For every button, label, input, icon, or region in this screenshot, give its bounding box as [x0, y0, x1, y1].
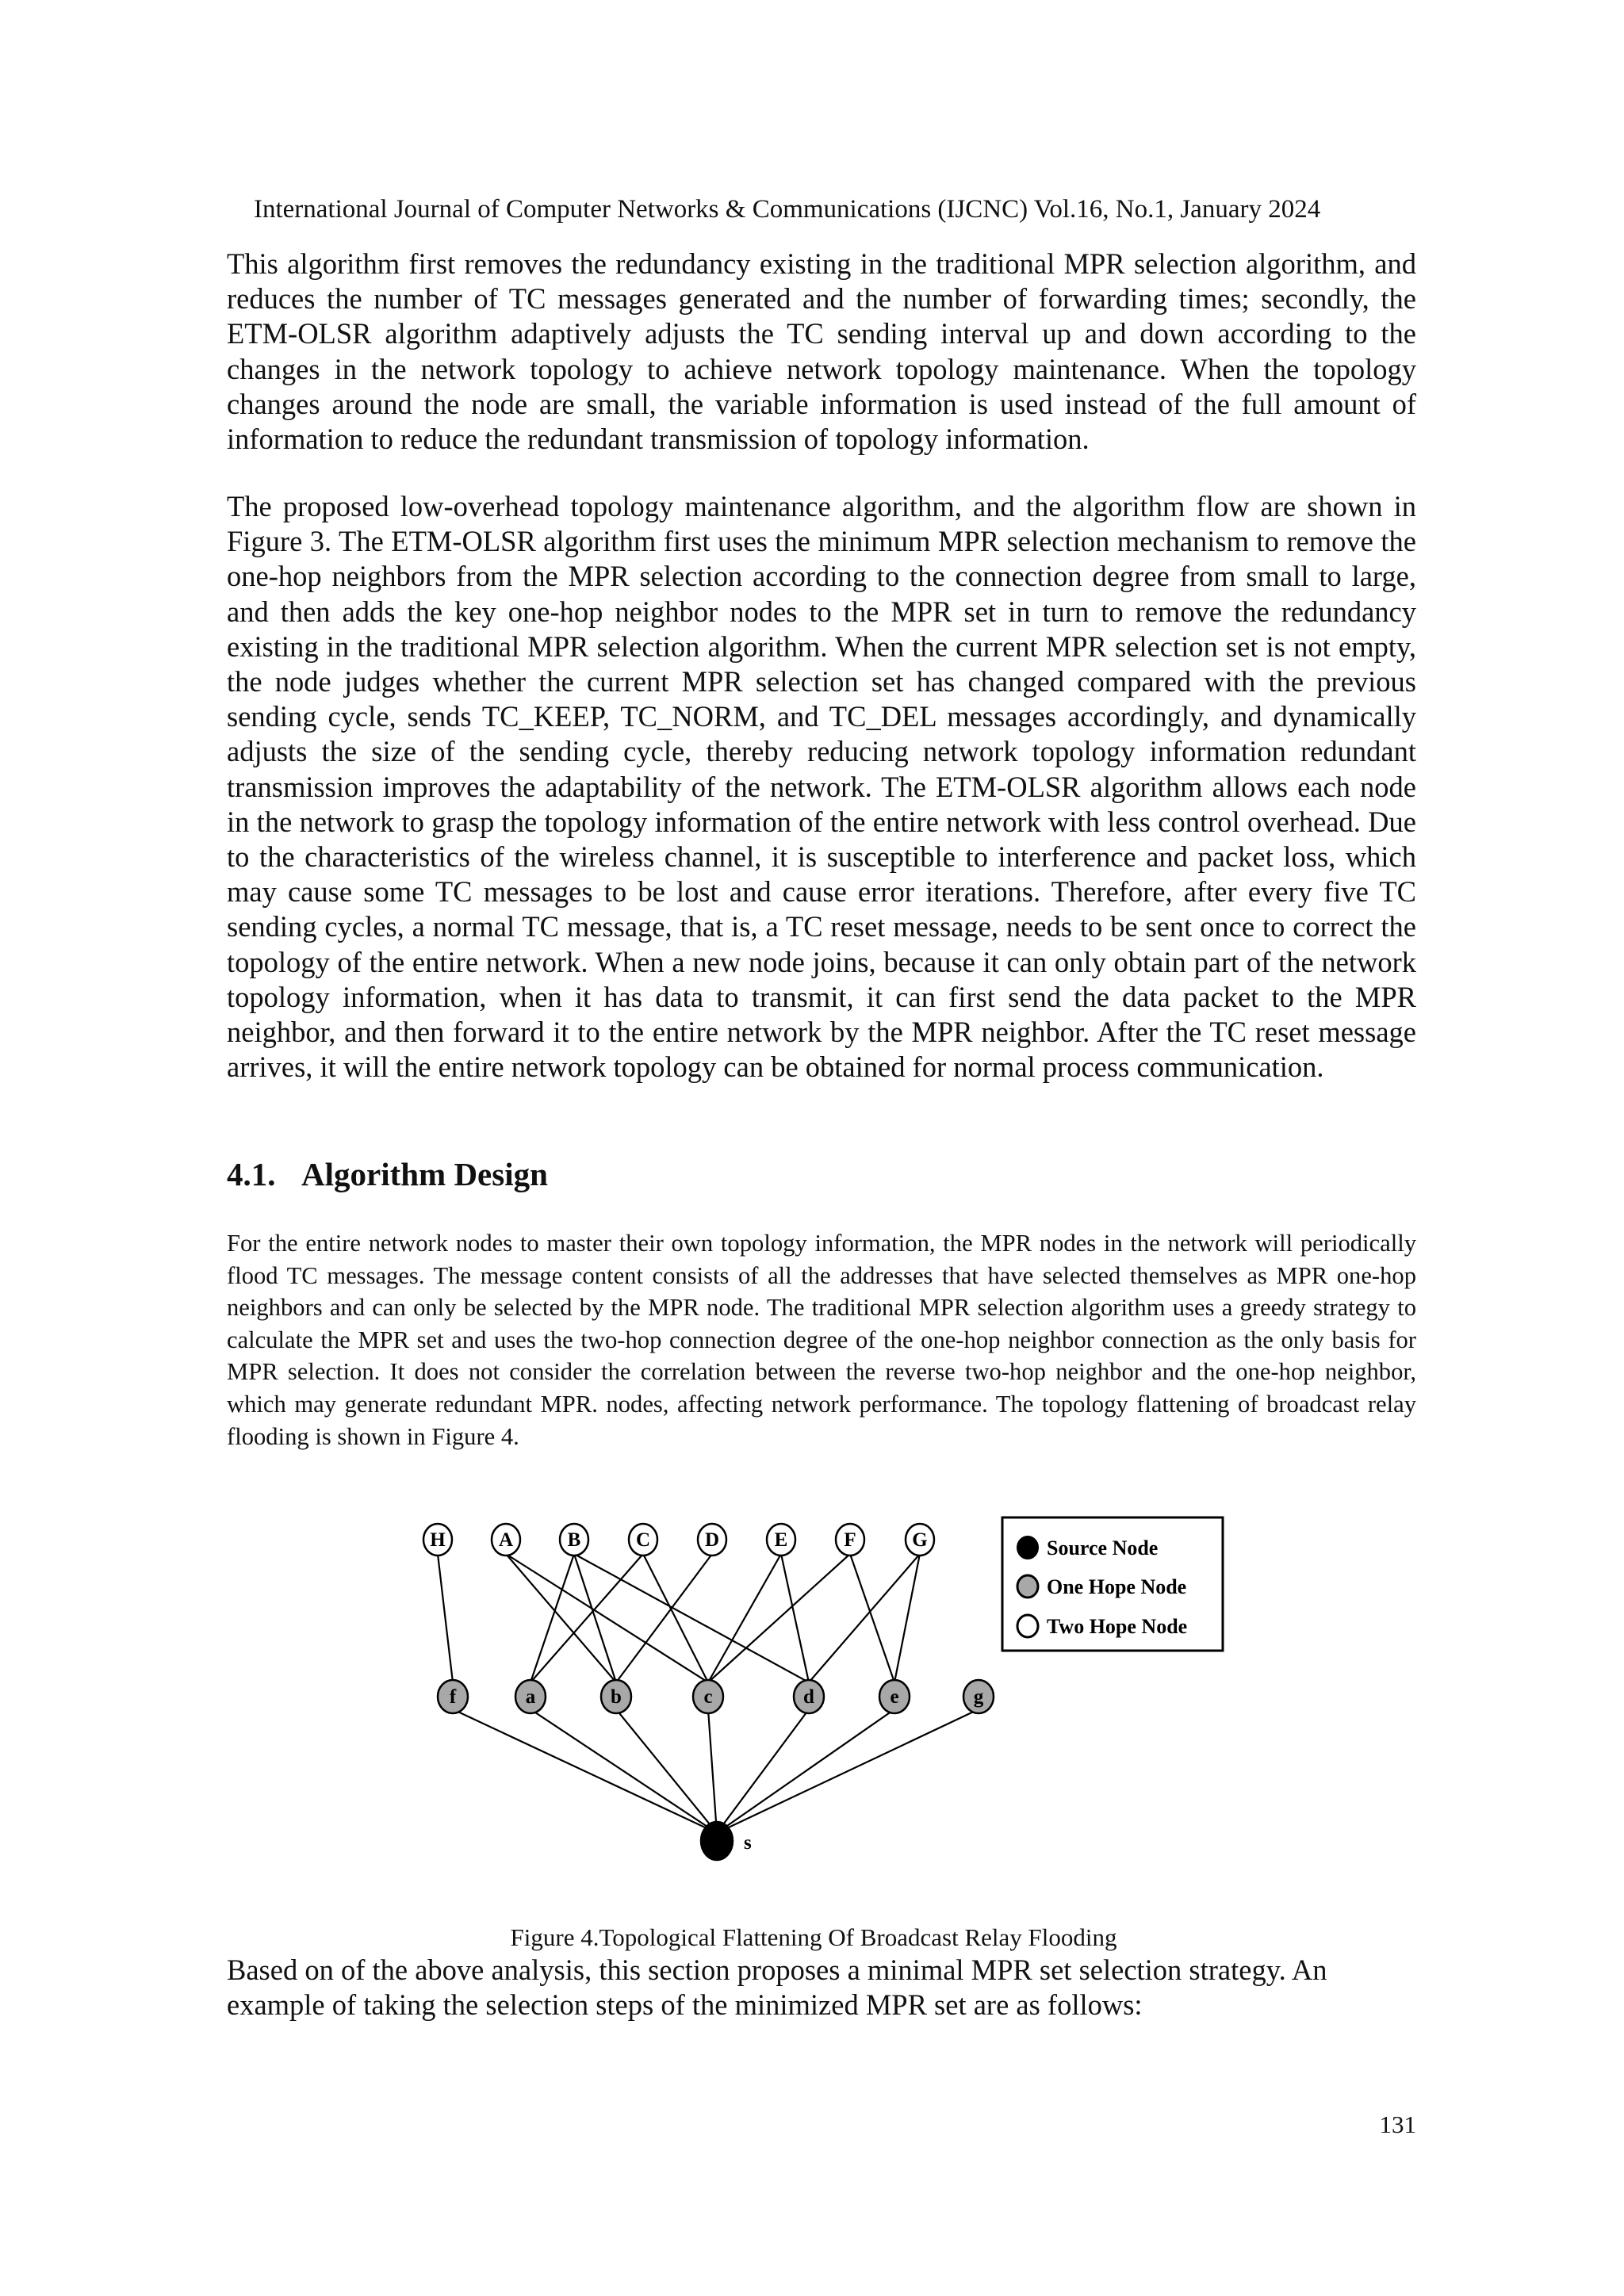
one-hop-node-g-label: g — [973, 1686, 984, 1708]
legend-one-hop-icon — [1017, 1575, 1038, 1598]
two-hop-node-B — [560, 1524, 588, 1556]
two-hop-node-B-label: B — [567, 1529, 581, 1551]
section-heading — [227, 1154, 548, 1194]
one-hop-node-e — [879, 1680, 910, 1713]
running-header: International Journal of Computer Networks & Communications (IJCNC) Vol.16, No.1, January 2024 — [254, 195, 1321, 224]
two-hop-node-E — [767, 1524, 795, 1556]
two-hop-node-C — [629, 1524, 657, 1556]
section-number: 4.1. — [227, 1156, 276, 1192]
one-hop-node-a-label: a — [525, 1686, 536, 1708]
two-hop-node-H-label: H — [430, 1529, 446, 1551]
figure-4 — [406, 1498, 1231, 1871]
two-hop-node-G-label: G — [912, 1529, 928, 1551]
two-hop-node-A-label: A — [498, 1529, 514, 1551]
legend-one-hop-label: One Hope Node — [1047, 1575, 1187, 1598]
one-hop-node-f-label: f — [449, 1686, 457, 1708]
one-hop-node-b — [601, 1680, 631, 1713]
paragraph-4: Based on of the above analysis, this section proposes a minimal MPR set selection strategy. An example of taking the selection steps of the minimized MPR set are as follows: — [227, 1954, 1327, 2022]
legend-source-label: Source Node — [1047, 1536, 1159, 1559]
one-hop-node-a — [515, 1680, 546, 1713]
two-hop-node-D — [698, 1524, 726, 1556]
two-hop-node-A — [492, 1524, 520, 1556]
one-hop-node-d-label: d — [803, 1686, 814, 1708]
two-hop-node-F-label: F — [844, 1529, 856, 1551]
legend-two-hop-label: Two Hope Node — [1047, 1615, 1188, 1638]
page-number: 131 — [1379, 2110, 1416, 2138]
one-hop-node-c-label: c — [703, 1686, 713, 1708]
section-title: Algorithm Design — [301, 1156, 548, 1192]
source-node — [701, 1822, 733, 1860]
two-hop-node-G — [906, 1524, 934, 1556]
one-hop-node-c — [693, 1680, 723, 1713]
one-hop-node-f — [438, 1680, 468, 1713]
legend-two-hop-icon — [1017, 1615, 1038, 1637]
paragraph-2: The proposed low-overhead topology maintenance algorithm, and the algorithm flow are shown in Figure 3. The ETM-OLSR algorithm first uses the minimum MPR selection mechanism to remove the one-hop neighbors from the MPR selection according to the connection degree from small to large, and then adds the key one-hop neighbor nodes to the MPR set in turn to remove the redundancy existing in the traditional MPR selection algorithm. When the current MPR selection set is not empty, the node judges whether the current MPR selection set has changed compared with the previous sending cycle, sends TC_KEEP, TC_NORM, and TC_DEL messages accordingly, and dynamically adjusts the size of the sending cycle, thereby reducing network topology information redundant transmission improves the adaptability of the network. The ETM-OLSR algorithm allows each node in the network to grasp the topology information of the entire network with less control overhead. Due to the characteristics of the wireless channel, it is susceptible to interference and packet loss, which may cause some TC messages to be lost and cause error iterations. Therefore, after every five TC sending cycles, a normal TC message, that is, a TC reset message, needs to be sent once to correct the topology of the entire network. When a new node joins, because it can only obtain part of the network topology information, when it has data to transmit, it can first send the data packet to the MPR neighbor, and then forward it to the entire network by the MPR neighbor. After the TC reset message arrives, it will the entire network topology can be obtained for normal process communication. — [227, 490, 1416, 1084]
two-hop-node-F — [836, 1524, 864, 1556]
one-hop-node-b-label: b — [611, 1686, 622, 1708]
source-node-label: s — [744, 1832, 752, 1854]
paragraph-3: For the entire network nodes to master their own topology information, the MPR nodes in the network will periodically flood TC messages. The message content consists of all the addresses that have selected themselves as MPR one-hop neighbors and can only be selected by the MPR node. The traditional MPR selection algorithm uses a greedy strategy to calculate the MPR set and uses the two-hop connection degree of the one-hop neighbor connection as the only basis for MPR selection. It does not consider the correlation between the reverse two-hop neighbor and the one-hop neighbor, which may generate redundant MPR. nodes, affecting network performance. The topology flattening of broadcast relay flooding is shown in Figure 4. — [227, 1230, 1416, 1450]
two-hop-node-C-label: C — [635, 1529, 651, 1551]
two-hop-node-E-label: E — [774, 1529, 788, 1551]
one-hop-node-e-label: e — [890, 1686, 899, 1708]
topology-diagram — [406, 1498, 1231, 1871]
legend-source-icon — [1017, 1536, 1038, 1559]
legend-box — [1002, 1517, 1223, 1651]
two-hop-node-D-label: D — [704, 1529, 720, 1551]
figure-caption: Figure 4.Topological Flattening Of Broadcast Relay Flooding — [510, 1923, 1117, 1951]
source-node-circle — [701, 1822, 733, 1860]
one-hop-node-d — [794, 1680, 824, 1713]
paragraph-1: This algorithm first removes the redundancy existing in the traditional MPR selection algorithm, and reduces the number of TC messages generated and the number of forwarding times; secondly, the ETM-OLSR algorithm adaptively adjusts the TC sending interval up and down according to the changes in the network topology to achieve network topology maintenance. When the topology changes around the node are small, the variable information is used instead of the full amount of information to reduce the redundant transmission of topology information. — [227, 247, 1416, 456]
one-hop-node-g — [963, 1680, 994, 1713]
two-hop-node-H — [423, 1524, 452, 1556]
